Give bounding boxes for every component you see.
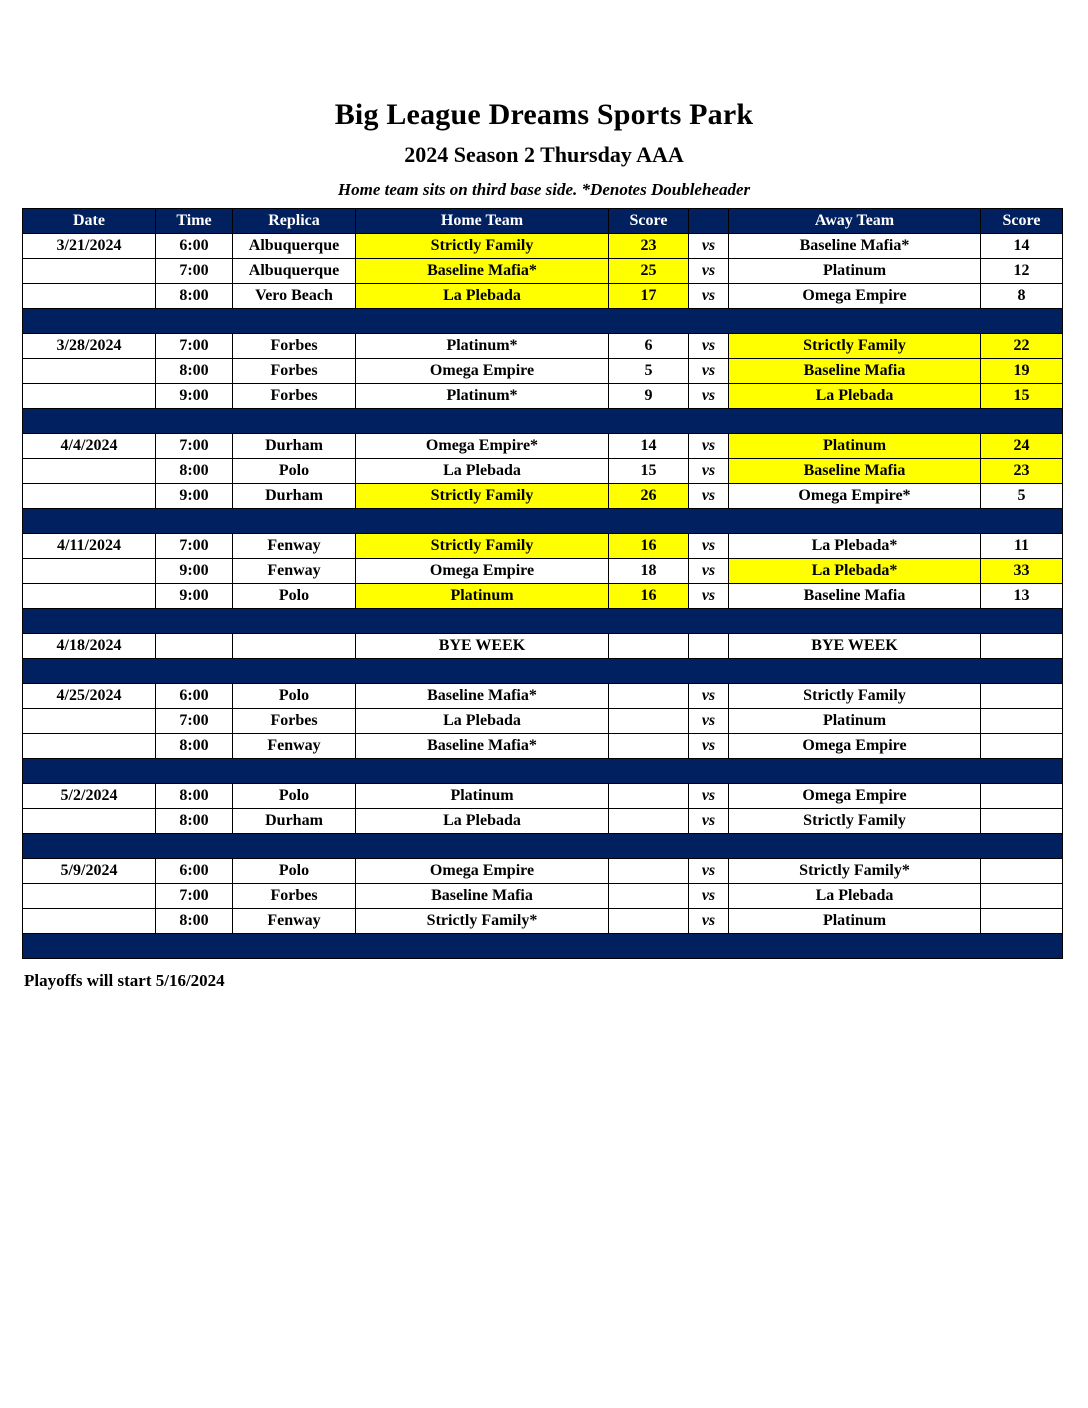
home-score-cell: [609, 734, 689, 759]
game-row: [23, 459, 1063, 484]
schedule-table: [22, 208, 1063, 959]
away-team-cell: Baseline Mafia: [729, 459, 981, 484]
game-row: [23, 709, 1063, 734]
game-row: [23, 884, 1063, 909]
separator-row: [23, 834, 1063, 859]
away-score-cell: 5: [981, 484, 1063, 509]
home-score-cell: 16: [609, 534, 689, 559]
date-cell: 4/4/2024: [23, 434, 156, 459]
home-team-cell: Baseline Mafia*: [356, 684, 609, 709]
time-cell: 9:00: [156, 559, 233, 584]
home-team-cell: Strictly Family: [356, 484, 609, 509]
home-score-cell: 16: [609, 584, 689, 609]
separator-row: [23, 409, 1063, 434]
away-score-cell: 14: [981, 234, 1063, 259]
date-cell: 4/11/2024: [23, 534, 156, 559]
time-cell: 7:00: [156, 709, 233, 734]
home-team-cell: Baseline Mafia*: [356, 734, 609, 759]
time-cell: 8:00: [156, 909, 233, 934]
separator-cell: [23, 609, 1063, 634]
time-cell: 8:00: [156, 359, 233, 384]
date-cell: [23, 709, 156, 734]
separator-cell: [23, 309, 1063, 334]
separator-cell: [23, 659, 1063, 684]
away-score-cell: 19: [981, 359, 1063, 384]
time-cell: 6:00: [156, 234, 233, 259]
date-cell: [23, 734, 156, 759]
replica-cell: Polo: [233, 859, 356, 884]
vs-cell: vs: [689, 709, 729, 734]
column-header-away-score: Score: [981, 209, 1063, 234]
vs-cell: vs: [689, 459, 729, 484]
away-team-cell: Strictly Family: [729, 334, 981, 359]
away-score-cell: 23: [981, 459, 1063, 484]
separator-cell: [23, 409, 1063, 434]
separator-row: [23, 609, 1063, 634]
away-team-cell: Baseline Mafia*: [729, 234, 981, 259]
date-cell: [23, 259, 156, 284]
home-score-cell: [609, 884, 689, 909]
replica-cell: Forbes: [233, 384, 356, 409]
replica-cell: Fenway: [233, 734, 356, 759]
page-title: Big League Dreams Sports Park: [334, 98, 754, 131]
replica-cell: Forbes: [233, 359, 356, 384]
away-score-cell: 8: [981, 284, 1063, 309]
away-score-cell: [981, 784, 1063, 809]
vs-cell: vs: [689, 809, 729, 834]
time-cell: 9:00: [156, 384, 233, 409]
away-team-cell: Platinum: [729, 709, 981, 734]
home-team-cell: Strictly Family*: [356, 909, 609, 934]
home-score-cell: 5: [609, 359, 689, 384]
home-score-cell: 6: [609, 334, 689, 359]
column-header-home-team: Home Team: [356, 209, 609, 234]
home-team-cell: Strictly Family: [356, 234, 609, 259]
game-row: [23, 784, 1063, 809]
away-team-cell: Omega Empire: [729, 734, 981, 759]
date-cell: 5/9/2024: [23, 859, 156, 884]
replica-cell: [233, 634, 356, 659]
replica-cell: Polo: [233, 584, 356, 609]
replica-cell: Vero Beach: [233, 284, 356, 309]
vs-cell: vs: [689, 434, 729, 459]
home-score-cell: [609, 859, 689, 884]
home-team-cell: Baseline Mafia*: [356, 259, 609, 284]
playoffs-note: Playoffs will start 5/16/2024: [24, 971, 225, 990]
replica-cell: Albuquerque: [233, 234, 356, 259]
vs-cell: vs: [689, 734, 729, 759]
time-cell: 7:00: [156, 334, 233, 359]
home-score-cell: 26: [609, 484, 689, 509]
away-score-cell: 13: [981, 584, 1063, 609]
away-score-cell: 15: [981, 384, 1063, 409]
date-cell: 4/25/2024: [23, 684, 156, 709]
vs-cell: vs: [689, 684, 729, 709]
time-cell: 9:00: [156, 484, 233, 509]
vs-cell: vs: [689, 484, 729, 509]
away-team-cell: La Plebada: [729, 384, 981, 409]
home-team-cell: Platinum*: [356, 384, 609, 409]
away-team-cell: Strictly Family: [729, 809, 981, 834]
replica-cell: Durham: [233, 484, 356, 509]
column-header-replica: Replica: [233, 209, 356, 234]
away-score-cell: [981, 884, 1063, 909]
away-team-cell: Strictly Family: [729, 684, 981, 709]
column-header-time: Time: [156, 209, 233, 234]
time-cell: 7:00: [156, 884, 233, 909]
date-cell: [23, 884, 156, 909]
home-score-cell: [609, 634, 689, 659]
away-score-cell: 24: [981, 434, 1063, 459]
game-row: [23, 909, 1063, 934]
vs-cell: vs: [689, 859, 729, 884]
date-cell: 3/28/2024: [23, 334, 156, 359]
away-score-cell: [981, 684, 1063, 709]
vs-cell: vs: [689, 359, 729, 384]
game-row: [23, 234, 1063, 259]
time-cell: 7:00: [156, 259, 233, 284]
away-team-cell: Strictly Family*: [729, 859, 981, 884]
separator-cell: [23, 759, 1063, 784]
column-header-home-score: Score: [609, 209, 689, 234]
vs-cell: vs: [689, 884, 729, 909]
season-subtitle: 2024 Season 2 Thursday AAA: [404, 142, 684, 167]
game-row: [23, 284, 1063, 309]
time-cell: 9:00: [156, 584, 233, 609]
home-score-cell: [609, 684, 689, 709]
game-row: [23, 584, 1063, 609]
time-cell: 8:00: [156, 809, 233, 834]
away-score-cell: [981, 734, 1063, 759]
away-score-cell: [981, 709, 1063, 734]
time-cell: 8:00: [156, 284, 233, 309]
home-score-cell: 17: [609, 284, 689, 309]
date-cell: 5/2/2024: [23, 784, 156, 809]
bye-row: [23, 634, 1063, 659]
game-row: [23, 359, 1063, 384]
away-team-cell: Omega Empire: [729, 784, 981, 809]
replica-cell: Forbes: [233, 334, 356, 359]
vs-cell: vs: [689, 584, 729, 609]
game-row: [23, 259, 1063, 284]
home-team-cell: Omega Empire: [356, 559, 609, 584]
column-header-date: Date: [23, 209, 156, 234]
away-score-cell: [981, 859, 1063, 884]
game-row: [23, 559, 1063, 584]
date-cell: [23, 559, 156, 584]
home-team-cell: Omega Empire: [356, 859, 609, 884]
time-cell: 8:00: [156, 459, 233, 484]
game-row: [23, 734, 1063, 759]
replica-cell: Albuquerque: [233, 259, 356, 284]
home-team-cell: La Plebada: [356, 809, 609, 834]
home-score-cell: 9: [609, 384, 689, 409]
replica-cell: Fenway: [233, 559, 356, 584]
away-team-cell: Platinum: [729, 259, 981, 284]
away-score-cell: 11: [981, 534, 1063, 559]
home-team-cell: Platinum: [356, 584, 609, 609]
vs-cell: vs: [689, 234, 729, 259]
away-team-cell: Baseline Mafia: [729, 584, 981, 609]
away-score-cell: 12: [981, 259, 1063, 284]
replica-cell: Forbes: [233, 884, 356, 909]
separator-cell: [23, 834, 1063, 859]
time-cell: 6:00: [156, 684, 233, 709]
away-team-cell: Omega Empire*: [729, 484, 981, 509]
replica-cell: Forbes: [233, 709, 356, 734]
date-cell: 4/18/2024: [23, 634, 156, 659]
home-team-cell: Baseline Mafia: [356, 884, 609, 909]
away-team-cell: Platinum: [729, 434, 981, 459]
vs-cell: vs: [689, 909, 729, 934]
time-cell: [156, 634, 233, 659]
away-team-cell: Platinum: [729, 909, 981, 934]
game-row: [23, 384, 1063, 409]
home-score-cell: 18: [609, 559, 689, 584]
time-cell: 7:00: [156, 434, 233, 459]
away-score-cell: 22: [981, 334, 1063, 359]
home-team-cell: La Plebada: [356, 284, 609, 309]
home-score-cell: 15: [609, 459, 689, 484]
away-team-cell: La Plebada: [729, 884, 981, 909]
game-row: [23, 334, 1063, 359]
date-cell: [23, 909, 156, 934]
home-score-cell: [609, 784, 689, 809]
away-score-cell: [981, 909, 1063, 934]
date-cell: [23, 384, 156, 409]
time-cell: 8:00: [156, 784, 233, 809]
time-cell: 8:00: [156, 734, 233, 759]
away-team-cell: BYE WEEK: [729, 634, 981, 659]
game-row: [23, 684, 1063, 709]
separator-cell: [23, 934, 1063, 959]
separator-cell: [23, 509, 1063, 534]
game-row: [23, 534, 1063, 559]
replica-cell: Polo: [233, 784, 356, 809]
home-team-cell: Strictly Family: [356, 534, 609, 559]
column-header-vs: [689, 209, 729, 234]
time-cell: 6:00: [156, 859, 233, 884]
separator-row: [23, 309, 1063, 334]
home-team-cell: Omega Empire*: [356, 434, 609, 459]
vs-cell: vs: [689, 334, 729, 359]
vs-cell: vs: [689, 259, 729, 284]
date-cell: [23, 809, 156, 834]
home-score-cell: 14: [609, 434, 689, 459]
home-score-cell: 25: [609, 259, 689, 284]
date-cell: 3/21/2024: [23, 234, 156, 259]
away-team-cell: La Plebada*: [729, 534, 981, 559]
date-cell: [23, 459, 156, 484]
vs-cell: vs: [689, 559, 729, 584]
home-team-cell: Platinum: [356, 784, 609, 809]
time-cell: 7:00: [156, 534, 233, 559]
separator-row: [23, 659, 1063, 684]
game-row: [23, 809, 1063, 834]
away-team-cell: Omega Empire: [729, 284, 981, 309]
column-header-away-team: Away Team: [729, 209, 981, 234]
away-score-cell: [981, 634, 1063, 659]
replica-cell: Durham: [233, 809, 356, 834]
vs-cell: vs: [689, 384, 729, 409]
away-score-cell: 33: [981, 559, 1063, 584]
table-header-row: [23, 209, 1063, 234]
replica-cell: Durham: [233, 434, 356, 459]
game-row: [23, 859, 1063, 884]
home-score-cell: [609, 909, 689, 934]
home-score-cell: [609, 809, 689, 834]
home-team-cell: BYE WEEK: [356, 634, 609, 659]
home-team-cell: La Plebada: [356, 709, 609, 734]
replica-cell: Fenway: [233, 534, 356, 559]
vs-cell: vs: [689, 784, 729, 809]
game-row: [23, 434, 1063, 459]
date-cell: [23, 484, 156, 509]
replica-cell: Polo: [233, 684, 356, 709]
home-team-cell: Omega Empire: [356, 359, 609, 384]
away-team-cell: La Plebada*: [729, 559, 981, 584]
home-score-cell: 23: [609, 234, 689, 259]
home-team-cell: La Plebada: [356, 459, 609, 484]
game-row: [23, 484, 1063, 509]
vs-cell: [689, 634, 729, 659]
date-cell: [23, 284, 156, 309]
separator-row: [23, 759, 1063, 784]
note-line: Home team sits on third base side. *Denotes Doubleheader: [337, 180, 751, 199]
home-score-cell: [609, 709, 689, 734]
separator-row: [23, 934, 1063, 959]
vs-cell: vs: [689, 284, 729, 309]
away-team-cell: Baseline Mafia: [729, 359, 981, 384]
replica-cell: Polo: [233, 459, 356, 484]
separator-row: [23, 509, 1063, 534]
home-team-cell: Platinum*: [356, 334, 609, 359]
vs-cell: vs: [689, 534, 729, 559]
date-cell: [23, 359, 156, 384]
away-score-cell: [981, 809, 1063, 834]
replica-cell: Fenway: [233, 909, 356, 934]
date-cell: [23, 584, 156, 609]
